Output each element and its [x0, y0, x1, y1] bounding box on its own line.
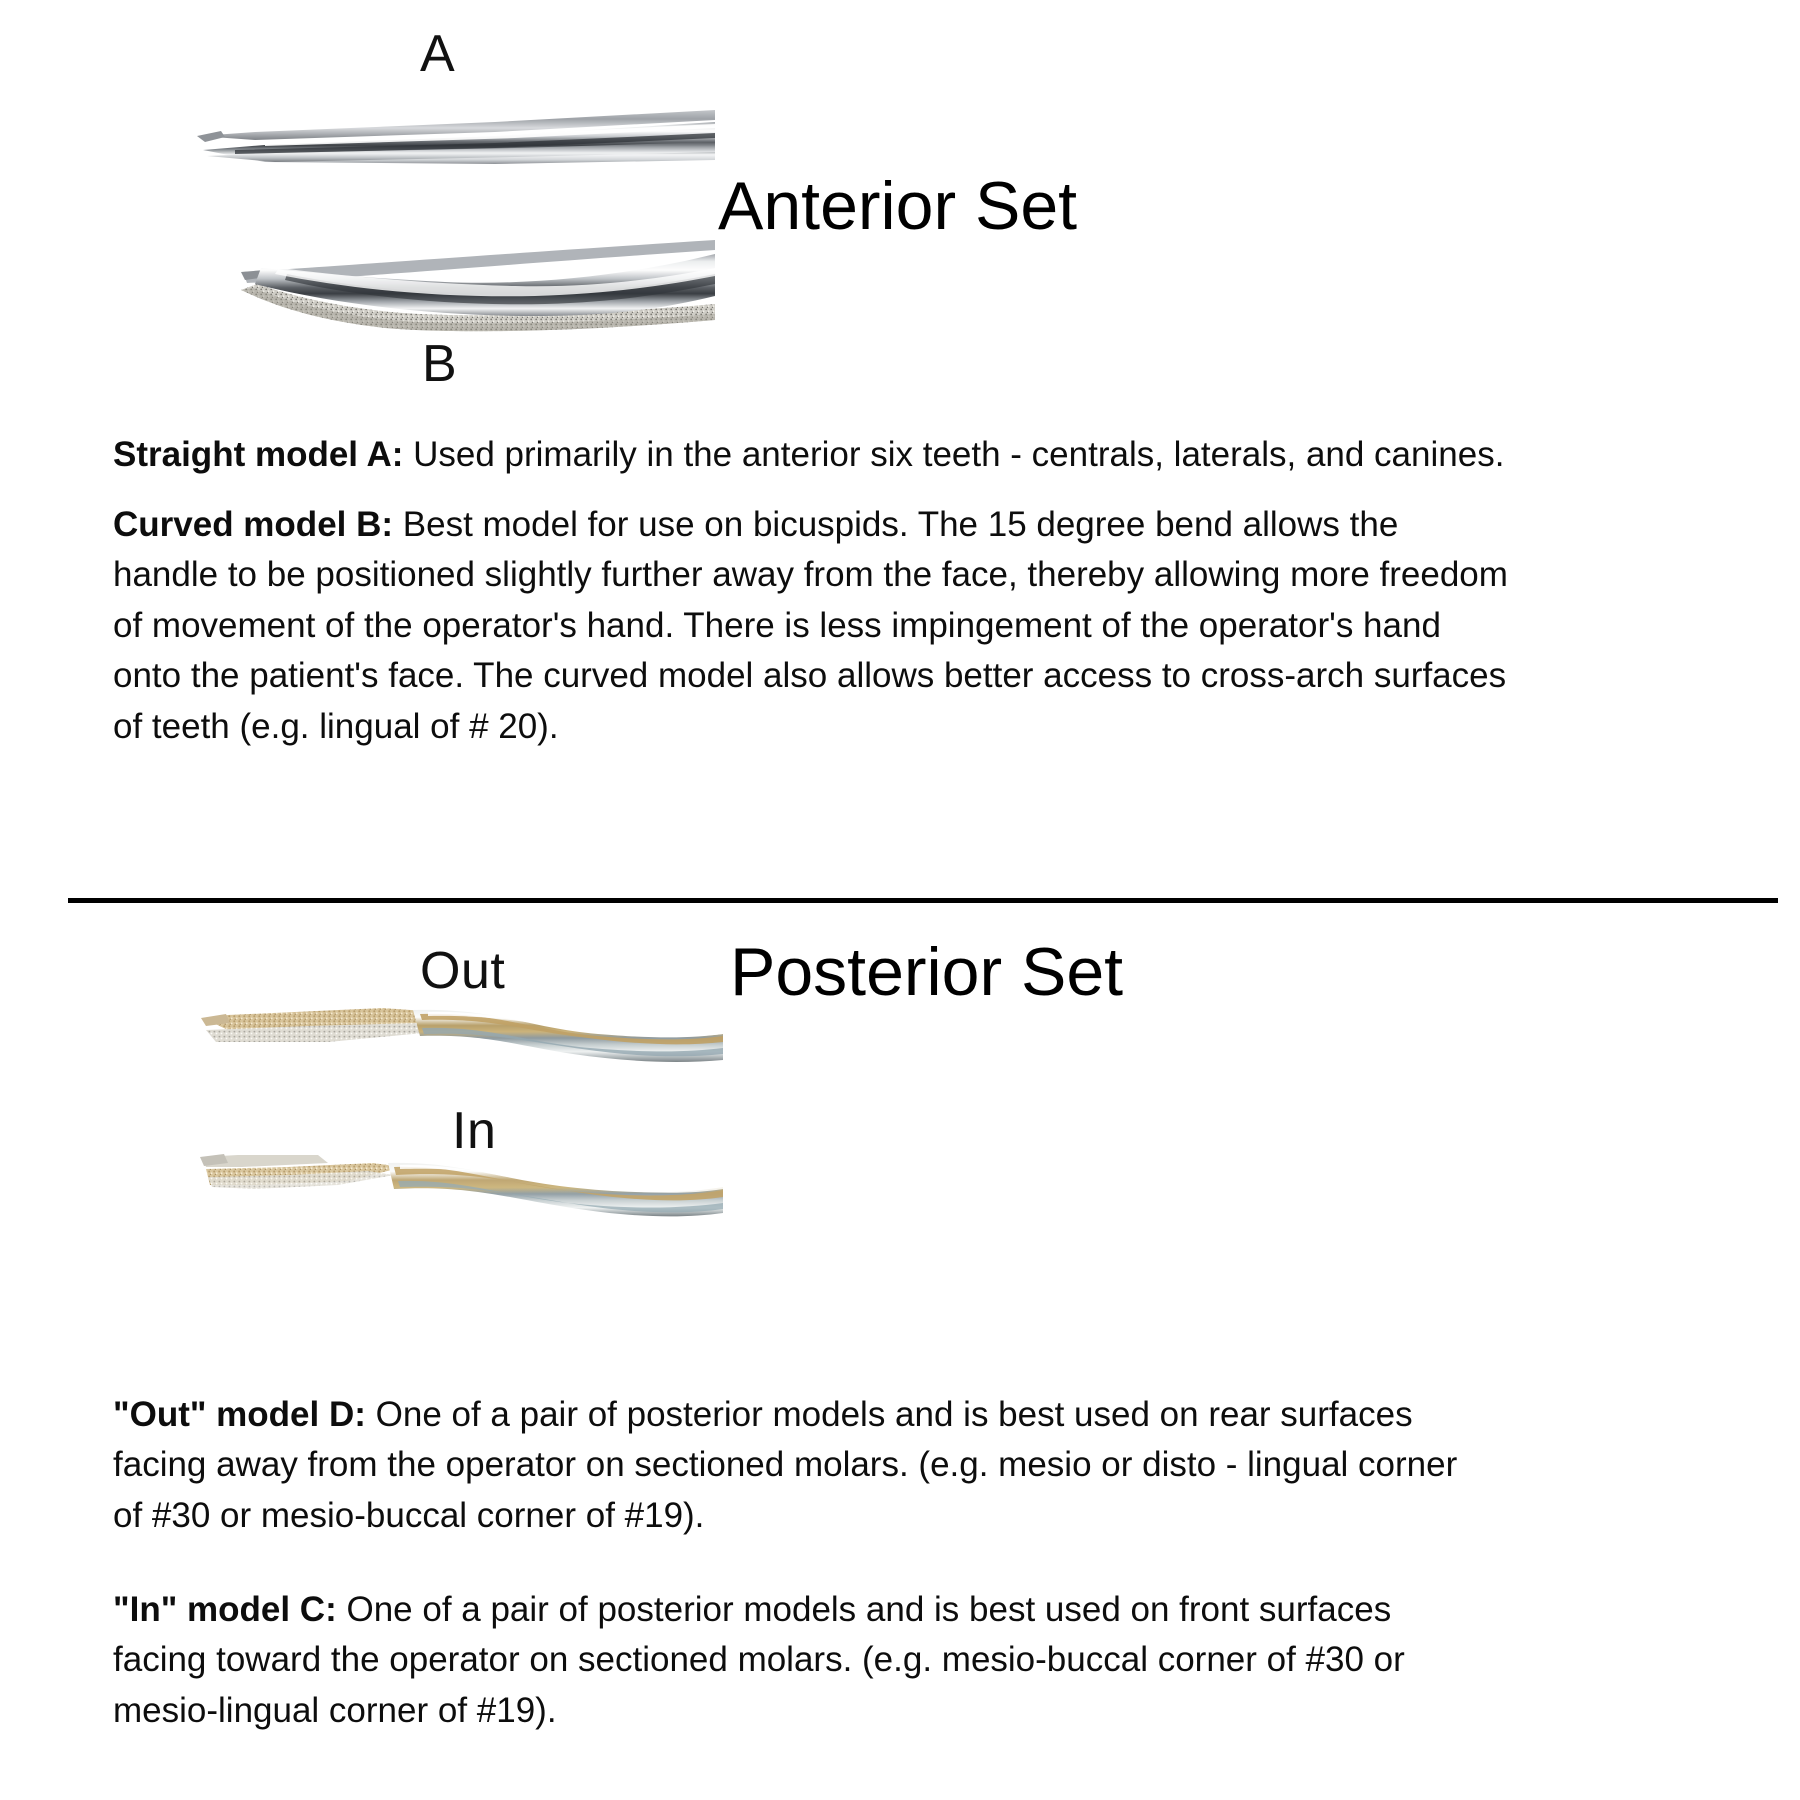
paragraph-lead-out-model-d: "Out" model D:	[113, 1395, 366, 1434]
posterior-set-title: Posterior Set	[730, 934, 1124, 1010]
figure-label-b: B	[422, 335, 458, 393]
paragraph-straight-model-a	[113, 430, 1513, 480]
curved-dental-instrument-tip-icon	[195, 228, 715, 338]
paragraph-out-model-d	[113, 1390, 1483, 1541]
paragraph-body-in-model-c: One of a pair of posterior models and is best used on front surfaces facing toward the operator on sectioned molars. (e.g. mesio-buccal corner of #30 or mesio-lingual corner of #19).	[113, 1590, 1405, 1730]
paragraph-curved-model-b	[113, 500, 1513, 752]
paragraph-lead-in-model-c: "In" model C:	[113, 1590, 337, 1629]
paragraph-body-straight-model-a: Used primarily in the anterior six teeth - centrals, laterals, and canines.	[403, 435, 1505, 474]
section-divider	[68, 898, 1778, 903]
figure-label-a: A	[420, 25, 456, 83]
paragraph-lead-straight-model-a: Straight model A:	[113, 435, 404, 474]
figure-label-in: In	[452, 1102, 497, 1160]
posterior-out-dental-instrument-tip-icon	[198, 990, 723, 1090]
anterior-set-title: Anterior Set	[718, 168, 1078, 244]
figure-label-out: Out	[420, 942, 506, 1000]
paragraph-lead-curved-model-b: Curved model B:	[113, 505, 394, 544]
paragraph-body-out-model-d: One of a pair of posterior models and is best used on rear surfaces facing away from the operator on sectioned molars. (e.g. mesio or disto - lingual corner of #30 or mesio-buccal corner of #19).	[113, 1395, 1458, 1535]
paragraph-in-model-c	[113, 1585, 1483, 1736]
straight-dental-instrument-tip-icon	[195, 98, 715, 178]
paragraph-body-curved-model-b: Best model for use on bicuspids. The 15 degree bend allows the handle to be positioned slightly further away from the face, thereby allowing more freedom of movement of the operator's hand. There is less impingement of the operator's hand onto the patient's face. The curved model also allows better access to cross-arch surfaces of teeth (e.g. lingual of # 20).	[113, 505, 1508, 746]
